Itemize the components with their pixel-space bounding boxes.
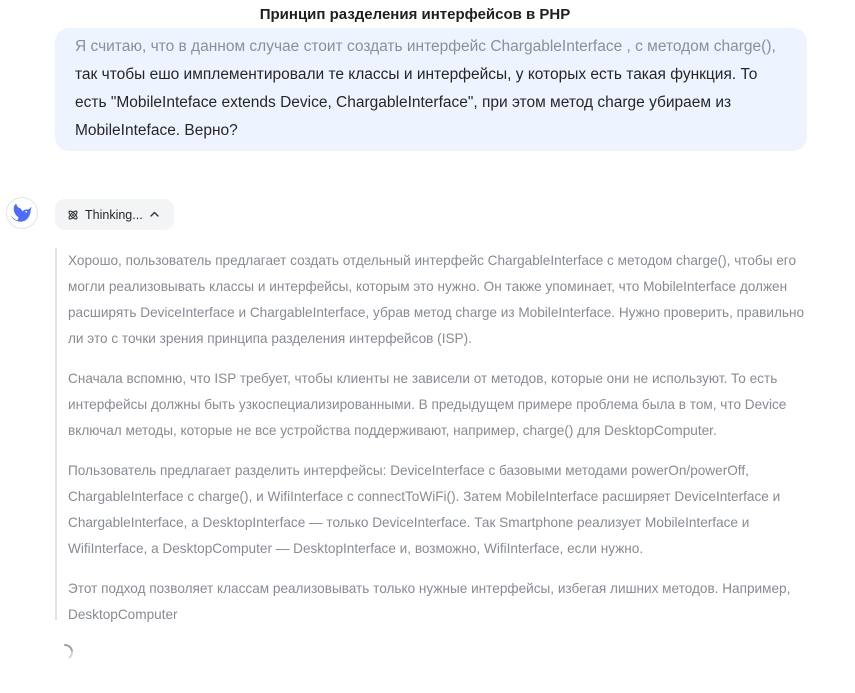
thought-paragraph: Пользователь предлагает разделить интерфейсы: DeviceInterface с базовыми методами powerOn/powerOff, ChargableInterface с charge(), и WifiInterface с connectToWiFi(). Затем MobileInterface расширяет DeviceInterface и ChargableInterface, а DesktopInterface — только DeviceInterface. Так Smartphone реализует MobileInterface и WifiInterface, а DesktopComputer — DesktopInterface и, возможно, WifiInterface, если нужно.	[68, 463, 781, 556]
thinking-label: Thinking...	[85, 207, 143, 222]
thinking-content	[55, 248, 815, 620]
thought-paragraph: Сначала вспомню, что ISP требует, чтобы клиенты не зависели от методов, которые они не используют. То есть интерфейсы должны быть узкоспециализированными. В предыдущем примере проблема была в том, что Device включал методы, которые не все устройства поддерживают, например, charge() для DesktopComputer.	[68, 371, 787, 438]
deepseek-whale-icon	[11, 204, 33, 222]
user-message-faded-line: Я считаю, что в данном случае стоит создать интерфейс ChargableInterface , с методом charge(),	[75, 38, 776, 55]
chevron-up-icon	[149, 209, 160, 220]
thought-paragraph: Хорошо, пользователь предлагает создать отдельный интерфейс ChargableInterface с методом charge(), чтобы его могли реализовывать классы и интерфейсы, которым это нужно. Он также упоминает, что MobileInterface должен расширять DeviceInterface и ChargableInterface, убрав метод charge из MobileInterface. Нужно проверить, правильно ли это с точки зрения принципа разделения интерфейсов (ISP).	[68, 253, 805, 346]
user-message-bubble	[55, 28, 807, 151]
user-message-body: так чтобы ешо имплементировали те классы и интерфейсы, у которых есть такая функция. То есть "MobileInteface extends Device, ChargableInterface", при этом метод charge убираем из MobileInteface. Верно?	[75, 66, 758, 139]
user-message-text	[75, 33, 789, 145]
thinking-toggle-button[interactable]	[55, 199, 174, 230]
chat-title: Принцип разделения интерфейсов в PHP	[259, 6, 571, 23]
atom-icon	[67, 209, 79, 221]
assistant-avatar	[6, 197, 38, 229]
thought-paragraph: Этот подход позволяет классам реализовывать только нужные интерфейсы, избегая лишних методов. Например, DesktopComputer	[68, 581, 791, 622]
spinner-icon	[56, 643, 74, 661]
